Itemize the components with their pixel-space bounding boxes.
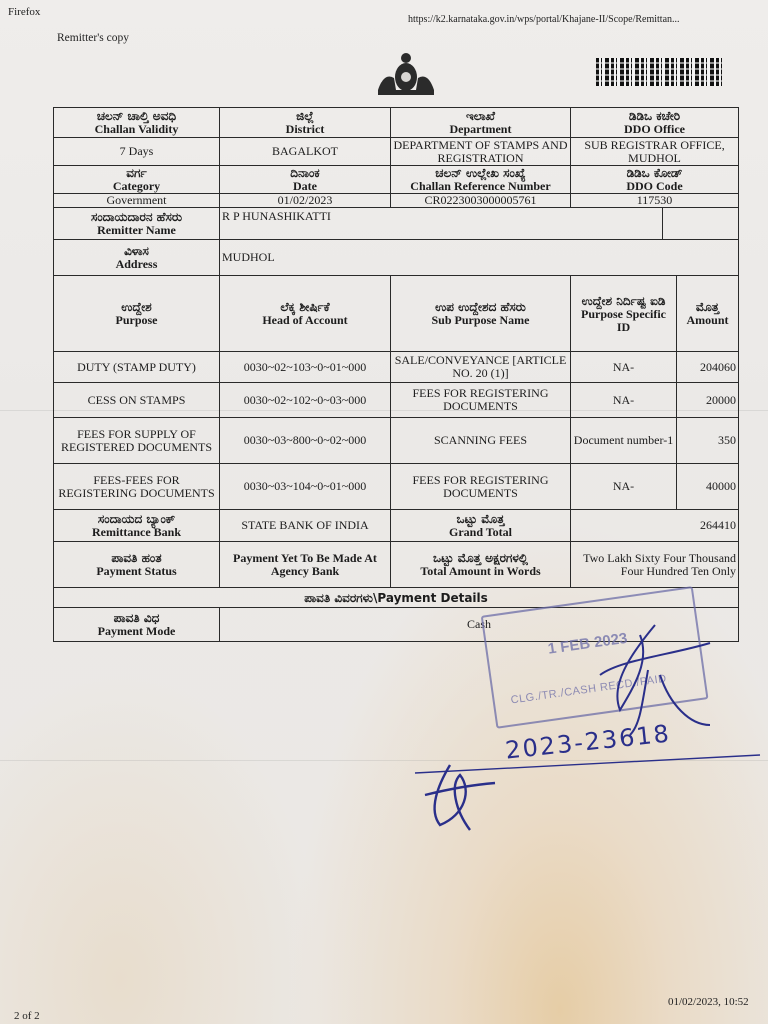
- department-label: ಇಲಾಖೆ Department: [391, 108, 571, 138]
- ddo-code-label: ಡಿಡಿಒ ಕೋಡ್ DDO Code: [571, 166, 739, 194]
- date-value: 01/02/2023: [220, 194, 391, 208]
- district-label: ಜಿಲ್ಲೆ District: [220, 108, 391, 138]
- challan-ref-label: ಚಲನ್ ಉಲ್ಲೇಖ ಸಂಖ್ಯೆ Challan Reference Number: [391, 166, 571, 194]
- col-sub-purpose: ಉಪ ಉದ್ದೇಶದ ಹೆಸರು Sub Purpose Name: [391, 276, 571, 352]
- state-emblem-icon: [372, 50, 440, 100]
- payment-mode-value: Cash: [220, 608, 739, 642]
- bank-label: ಸಂದಾಯದ ಬ್ಯಾಂಕ್ Remittance Bank: [54, 510, 220, 542]
- validity-value: 7 Days: [54, 138, 220, 166]
- category-value: Government: [54, 194, 220, 208]
- grand-total-label: ಒಟ್ಟು ಮೊತ್ತ Grand Total: [391, 510, 571, 542]
- words-value: Two Lakh Sixty Four Thousand Four Hundred Ten Only: [571, 542, 739, 588]
- col-amount: ಮೊತ್ತ Amount: [677, 276, 739, 352]
- address-label: ವಿಳಾಸ Address: [54, 240, 220, 276]
- challan-table: [53, 107, 739, 642]
- page-indicator: 2 of 2: [14, 1010, 40, 1022]
- handwritten-reference: 2023-23618: [503, 719, 673, 765]
- col-purpose-id: ಉದ್ದೇಶ ನಿರ್ದಿಷ್ಟ ಐಡಿ Purpose Specific ID: [571, 276, 677, 352]
- col-head-of-account: ಲೆಕ್ಕ ಶೀರ್ಷಿಕೆ Head of Account: [220, 276, 391, 352]
- remitter-value: R P HUNASHIKATTI: [220, 208, 663, 240]
- print-timestamp: 01/02/2023, 10:52: [668, 996, 749, 1008]
- date-label: ದಿನಾಂಕ Date: [220, 166, 391, 194]
- copy-label: Remitter's copy: [57, 32, 130, 44]
- district-value: BAGALKOT: [220, 138, 391, 166]
- stamp-date: 1 FEB 2023: [546, 629, 629, 658]
- words-label: ಒಟ್ಟು ಮೊತ್ತ ಅಕ್ಷರಗಳಲ್ಲಿ Total Amount in Words: [391, 542, 571, 588]
- table-row: DUTY (STAMP DUTY) 0030~02~103~0~01~000 SALE/CONVEYANCE [ARTICLE NO. 20 (1)] NA- 204060: [54, 352, 739, 383]
- challan-ref-value: CR0223003000005761: [391, 194, 571, 208]
- category-label: ವರ್ಗ Category: [54, 166, 220, 194]
- table-row: FEES FOR SUPPLY OF REGISTERED DOCUMENTS 0030~03~800~0~02~000 SCANNING FEES Document number-1 350: [54, 418, 739, 464]
- bank-value: STATE BANK OF INDIA: [220, 510, 391, 542]
- address-value: MUDHOL: [220, 240, 739, 276]
- department-value: DEPARTMENT OF STAMPS AND REGISTRATION: [391, 138, 571, 166]
- ddo-office-label: ಡಿಡಿಒ ಕಚೇರಿ DDO Office: [571, 108, 739, 138]
- remitter-label: ಸಂದಾಯದಾರನ ಹೆಸರು Remitter Name: [54, 208, 220, 240]
- grand-total-value: 264410: [571, 510, 739, 542]
- validity-label: ಚಲನ್ ಚಾಲ್ತಿ ಅವಧಿ Challan Validity: [54, 108, 220, 138]
- col-purpose: ಉದ್ದೇಶ Purpose: [54, 276, 220, 352]
- table-row: FEES-FEES FOR REGISTERING DOCUMENTS 0030~03~104~0~01~000 FEES FOR REGISTERING DOCUMENTS NA- 40000: [54, 464, 739, 510]
- page-url: https://k2.karnataka.gov.in/wps/portal/Khajane-II/Scope/Remittan...: [408, 14, 680, 25]
- payment-details-header: ಪಾವತಿ ವಿವರಗಳು\Payment Details: [54, 588, 739, 608]
- table-row: CESS ON STAMPS 0030~02~102~0~03~000 FEES FOR REGISTERING DOCUMENTS NA- 20000: [54, 383, 739, 418]
- ddo-office-value: SUB REGISTRAR OFFICE, MUDHOL: [571, 138, 739, 166]
- payment-mode-label: ಪಾವತಿ ವಿಧ Payment Mode: [54, 608, 220, 642]
- payment-status-value: Payment Yet To Be Made At Agency Bank: [220, 542, 391, 588]
- browser-name: Firefox: [8, 6, 41, 18]
- payment-status-label: ಪಾವತಿ ಹಂತ Payment Status: [54, 542, 220, 588]
- stamp-line: CLG./TR./CASH RECD./PAID: [509, 672, 668, 707]
- ddo-code-value: 117530: [571, 194, 739, 208]
